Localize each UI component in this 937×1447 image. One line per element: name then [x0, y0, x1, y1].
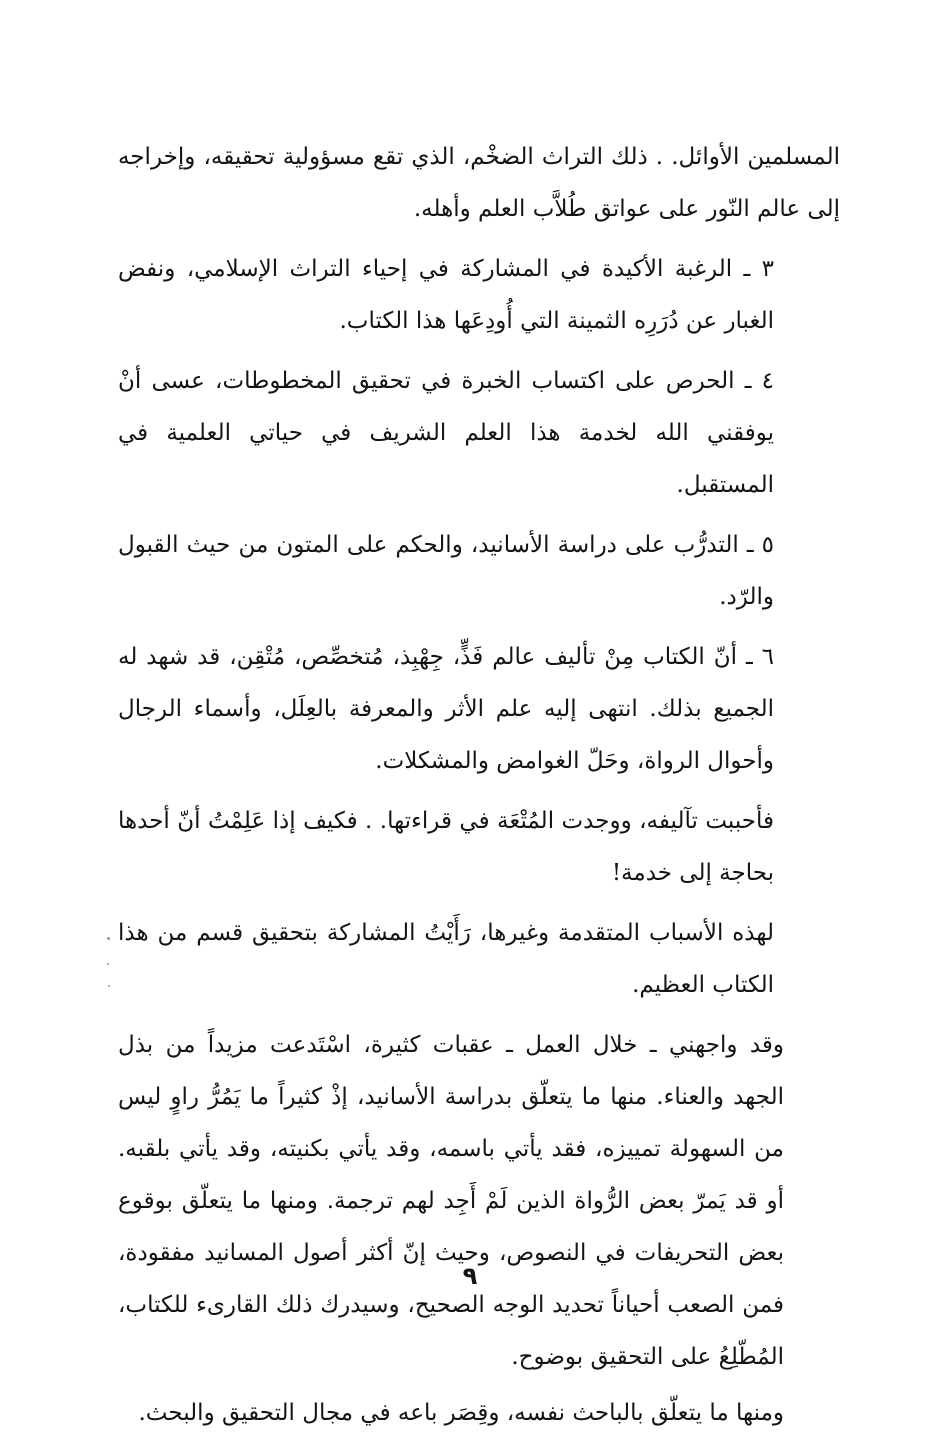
paragraph-love-of-works: فأحببت تآليفه، ووجدت المُتْعَة في قراءتها. . فكيف إذا عَلِمْتُ أنّ أحدها بحاجة إلى خدمة!	[118, 808, 774, 886]
page-number: ٩	[462, 1262, 478, 1290]
paragraph-reason-4: ٤ ـ الحرص على اكتساب الخبرة في تحقيق المخطوطات، عسى أنْ يوفقني الله لخدمة هذا العلم الشريف في حياتي العلمية في المستقبل.	[118, 368, 774, 498]
scan-speck	[107, 937, 110, 940]
scan-speck	[108, 985, 110, 987]
body-text	[118, 131, 840, 1447]
paragraph-researcher-limits: ومنها ما يتعلّق بالباحث نفسه، وقِصَر باعه في مجال التحقيق والبحث.	[138, 1400, 784, 1426]
paragraph-continuation: المسلمين الأوائل. . ذلك التراث الضخْم، الذي تقع مسؤولية تحقيقه، وإخراجه إلى عالم النّور على عواتق طُلاَّب العلم وأهله.	[118, 144, 840, 222]
paragraph-reason-6: ٦ ـ أنّ الكتاب مِنْ تأليف عالم فَذٍّ، جِهْبِذ، مُتخصِّص، مُتْقِن، قد شهد له الجميع بذلك. انتهى إليه علم الأثر والمعرفة بالعِلَل، وأسماء الرجال وأحوال الرواة، وحَلّ الغوامض والمشكلات.	[118, 644, 774, 774]
paragraph-obstacles: وقد واجهني ـ خلال العمل ـ عقبات كثيرة، اسْتَدعت مزيداً من بذل الجهد والعناء. منها ما يتعلّق بدراسة الأسانيد، إذْ كثيراً ما يَمُرُّ راوٍ ليس من السهولة تمييزه، فقد يأتي باسمه، وقد يأتي بكنيته، وقد يأتي بلقبه. أو قد يَمرّ بعض الرُّواة الذين لَمْ أَجِد لهم ترجمة. ومنها ما يتعلّق بوقوع بعض التحريفات في النصوص، وحيث إنّ أكثر أصول المسانيد مفقودة، فمن الصعب أحياناً تحديد الوجه الصحيح، وسيدرك ذلك القارىء للكتاب، المُطّلِعُ على التحقيق بوضوح.	[118, 1032, 784, 1370]
paragraph-reason-5: ٥ ـ التدرُّب على دراسة الأسانيد، والحكم على المتون من حيث القبول والرّد.	[118, 532, 774, 610]
paragraph-decision: لهذه الأسباب المتقدمة وغيرها، رَأَيْتُ المشاركة بتحقيق قسم من هذا الكتاب العظيم.	[118, 920, 774, 998]
scan-speck	[107, 963, 109, 965]
paragraph-reason-3: ٣ ـ الرغبة الأكيدة في المشاركة في إحياء التراث الإسلامي، ونفض الغبار عن دُرَرِه الثمينة التي أُودِعَها هذا الكتاب.	[118, 256, 774, 334]
